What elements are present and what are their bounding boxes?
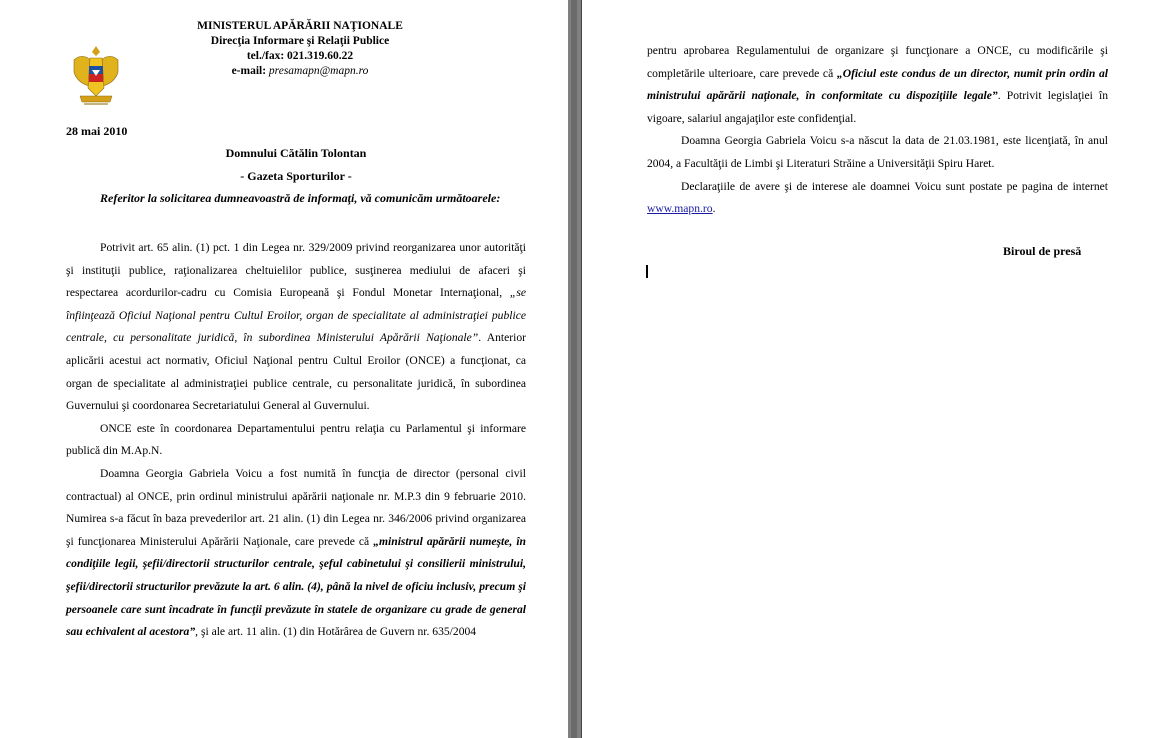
paragraph-6 xyxy=(647,176,1108,221)
paragraph-1 xyxy=(66,237,526,418)
paragraph-4 xyxy=(647,40,1108,130)
paragraph-5: Doamna Georgia Gabriela Voicu s-a născut la data de 21.03.1981, este licenţiată, în anul 2004, a Facultăţii de Limbi şi Literaturi Străine a Universităţii Spiru Haret. xyxy=(647,134,1108,170)
paragraph-1-text: Potrivit art. 65 alin. (1) pct. 1 din Legea nr. 329/2009 privind reorganizarea unor autorităţi şi instituţii publice, raţionalizarea cheltuielilor publice, susţinerea mediului de afaceri şi respectarea acordurilor-cadru cu Comisia Europeană şi Fondul Monetar Internaţional, xyxy=(66,241,526,300)
body-text-left xyxy=(66,237,526,644)
ministry-name: MINISTERUL APĂRĂRII NAŢIONALE xyxy=(197,20,403,32)
publication-name: - Gazeta Sporturilor - xyxy=(240,169,352,183)
paragraph-4-text-end: . Potrivit legislaţiei în vigoare, salariul angajaţilor este confidenţial. xyxy=(647,89,1108,125)
document-page-left xyxy=(0,0,569,738)
email-label: e-mail: xyxy=(231,65,267,77)
text-cursor xyxy=(646,265,648,278)
paragraph-3-quote: „ministrul apărării numeşte, în condiţiile legii, şefii/directorii structurilor centrale, şeful cabinetului şi consilierii ministrului, şefii/directorii structurilor prevăzute la art. 6 alin. (4), până la nivel de oficiu inclusiv, precum şi persoanele care sunt încadrate în funcţii prevăzute în statele de organizare cu grade de general sau echivalent al acestora” xyxy=(66,534,526,639)
addressee: Domnului Cătălin Tolontan xyxy=(225,146,367,160)
paragraph-4-quote: „Oficiul este condus de un director, numit prin ordin al ministrului apărării naţionale, în conformitate cu dispoziţiile legale” xyxy=(647,66,1108,103)
gutter-shadow xyxy=(571,0,577,738)
directorate-name: Direcţia Informare şi Relaţii Publice xyxy=(210,35,390,47)
paragraph-6-text-end: . xyxy=(712,202,716,216)
coat-of-arms-icon xyxy=(66,42,126,110)
email-value: presamapn@mapn.ro xyxy=(268,65,369,77)
paragraph-4-text: pentru aprobarea Regulamentului de organizare şi funcţionare a ONCE, cu modificările şi completările ulterioare, care prevede că xyxy=(647,44,1108,80)
letter-date: 28 mai 2010 xyxy=(66,124,128,138)
intro-paragraph: Referitor la solicitarea dumneavoastră de informaţi, vă comunicăm următoarele: xyxy=(100,191,501,205)
paragraph-1-quote: „se înfiinţează Oficiul Naţional pentru Cultul Eroilor, organ de specialitate al administraţiei publice centrale, cu personalitate juridică, în subordinea Ministerului Apărării Naţionale” xyxy=(66,286,526,345)
email-line xyxy=(150,64,450,79)
paragraph-2: ONCE este în coordonarea Departamentului pentru relaţia cu Parlamentul şi informare publică din M.Ap.N. xyxy=(66,421,526,458)
letterhead xyxy=(150,19,450,79)
body-text-right xyxy=(647,40,1108,221)
signature-block: Biroul de presă xyxy=(1003,244,1082,258)
paragraph-3-text: Doamna Georgia Gabriela Voicu a fost numită în funcţia de director (personal civil contractual) al ONCE, prin ordinul ministrului apărării naţionale nr. M.P.3 din 9 februarie 2010. Numirea s-a făcut în baza prevederilor art. 21 alin. (1) din Legea nr. 346/2006 privind organizarea şi funcţionarea Ministerului Apărării Naţionale, care prevede că xyxy=(66,466,526,548)
paragraph-3-text-end: , şi ale art. 11 alin. (1) din Hotărârea de Guvern nr. 635/2004 xyxy=(195,625,477,639)
phone-fax: tel./fax: 021.319.60.22 xyxy=(246,50,354,62)
paragraph-3 xyxy=(66,463,526,644)
page-gutter xyxy=(568,0,581,738)
paragraph-6-text: Declaraţiile de avere şi de interese ale doamnei Voicu sunt postate pe pagina de internet xyxy=(681,179,1108,193)
website-link[interactable]: www.mapn.ro xyxy=(647,202,713,216)
paragraph-1-text-end: . Anterior aplicării acestui act normativ, Oficiul Naţional pentru Cultul Eroilor (ONCE) a funcţionat, ca organ de specialitate al administraţiei publice centrale, cu personalitate juridică, în subordinea Guvernului şi coordonarea Secretariatului General al Guvernului. xyxy=(66,331,526,413)
